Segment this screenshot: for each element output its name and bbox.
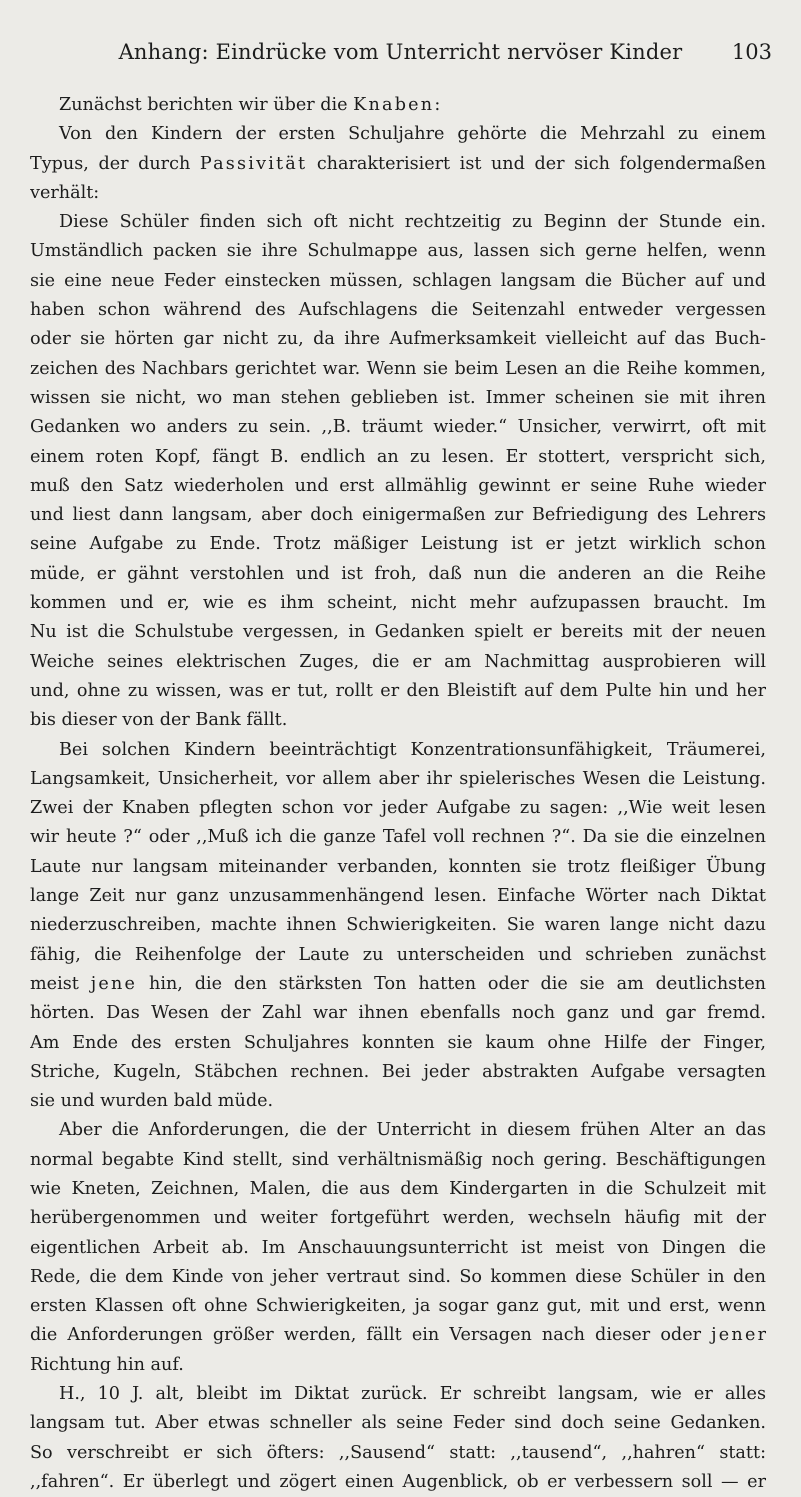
text-line: muß den Satz wiederholen und erst allmählig gewinnt er seine Ruhe wieder (30, 475, 766, 496)
text-line: wissen sie nicht, wo man stehen geblieben ist. Immer scheinen sie mit ihren (30, 387, 766, 408)
text-line: Striche, Kugeln, Stäbchen rechnen. Bei jeder abstrakten Aufgabe versagten (30, 1061, 766, 1082)
text-line: bis dieser von der Bank fällt. (30, 710, 288, 731)
emphasis-spaced: Passivität (199, 153, 308, 174)
text-line: seine Aufgabe zu Ende. Trotz mäßiger Leistung ist er jetzt wirklich schon (30, 534, 766, 555)
text-line: Von den Kindern der ersten Schuljahre gehörte die Mehrzahl zu einem (59, 124, 766, 145)
text-line: haben schon während des Aufschlagens die Seitenzahl entweder vergessen (30, 300, 766, 321)
text-line: sie und wurden bald müde. (30, 1091, 274, 1112)
text-line: Zunächst berichten wir über die Knaben: (59, 95, 443, 115)
text-line: Zwei der Knaben pflegten schon vor jeder Aufgabe zu sagen: ,,Wie weit lesen (30, 798, 766, 819)
emphasis-spaced: jene (90, 973, 138, 994)
text-line: herübergenommen und weiter fortgeführt werden, wechseln häufig mit der (30, 1208, 766, 1229)
text-line: verhält: (30, 182, 100, 203)
text-line: eigentlichen Arbeit ab. Im Anschauungsunterricht ist meist von Dingen die (30, 1237, 766, 1258)
text-line: Rede, die dem Kinde von jeher vertraut sind. So kommen diese Schüler in den (30, 1266, 766, 1287)
text-line: meist jene hin, die den stärksten Ton hatten oder die sie am deutlichsten (30, 973, 766, 994)
text-line: So verschreibt er sich öfters: ,,Sausend“ statt: ,,tausend“, ,,hahren“ statt: (30, 1442, 766, 1463)
text-line: Am Ende des ersten Schuljahres konnten sie kaum ohne Hilfe der Finger, (30, 1032, 766, 1053)
text-line: Aber die Anforderungen, die der Unterricht in diesem frühen Alter an das (59, 1120, 766, 1141)
text-line: Langsamkeit, Unsicherheit, vor allem aber ihr spielerisches Wesen die Leistung. (30, 768, 766, 789)
text-line: hörten. Das Wesen der Zahl war ihnen ebenfalls noch ganz und gar fremd. (30, 1003, 766, 1024)
emphasis-spaced: Knaben: (353, 95, 443, 115)
running-title: Anhang: Eindrücke vom Unterricht nervöser Kinder (118, 40, 683, 64)
text-line: Typus, der durch Passivität charakterisiert ist und der sich folgendermaßen (30, 153, 766, 174)
text-line: müde, er gähnt verstohlen und ist froh, daß nun die anderen an die Reihe (30, 563, 766, 584)
body-text (30, 91, 766, 1497)
text-line: kommen und er, wie es ihm scheint, nicht mehr aufzupassen braucht. Im (30, 593, 766, 614)
text-line: Richtung hin auf. (30, 1354, 184, 1375)
text-line: ersten Klassen oft ohne Schwierigkeiten, ja sogar ganz gut, mit und erst, wenn (30, 1296, 766, 1317)
text-line: und liest dann langsam, aber doch einigermaßen zur Befriedigung des Lehrers (30, 505, 766, 526)
text-line: die Anforderungen größer werden, fällt ein Versagen nach dieser oder jener (30, 1325, 766, 1346)
text-line: wir heute ?“ oder ,,Muß ich die ganze Tafel voll rechnen ?“. Da sie die einzelnen (30, 827, 766, 848)
text-line: einem roten Kopf, fängt B. endlich an zu lesen. Er stottert, verspricht sich, (30, 446, 766, 467)
text-line: Laute nur langsam miteinander verbanden, konnten sie trotz fleißiger Übung (30, 856, 766, 877)
emphasis-spaced: jene (711, 1325, 758, 1346)
text-line: ,,fahren“. Er überlegt und zögert einen Augenblick, ob er verbessern soll — er (30, 1471, 766, 1492)
running-head (0, 38, 801, 72)
text-line: Bei solchen Kindern beeinträchtigt Konzentrationsunfähigkeit, Träumerei, (59, 739, 766, 760)
text-line: sie eine neue Feder einstecken müssen, schlagen langsam die Bücher auf und (30, 270, 766, 291)
text-line: wie Kneten, Zeichnen, Malen, die aus dem Kindergarten in die Schulzeit mit (30, 1178, 766, 1199)
text-line: langsam tut. Aber etwas schneller als seine Feder sind doch seine Gedanken. (30, 1413, 766, 1434)
text-line: Nu ist die Schulstube vergessen, in Gedanken spielt er bereits mit der neuen (30, 622, 766, 643)
page-number: 103 (731, 40, 772, 64)
text-line: und, ohne zu wissen, was er tut, rollt er den Bleistift auf dem Pulte hin und her (30, 680, 766, 701)
text-line: Gedanken wo anders zu sein. ,,B. träumt wieder.“ Unsicher, verwirrt, oft mit (30, 417, 766, 438)
text-line: zeichen des Nachbars gerichtet war. Wenn sie beim Lesen an die Reihe kommen, (30, 358, 766, 379)
text-line: niederzuschreiben, machte ihnen Schwierigkeiten. Sie waren lange nicht dazu (30, 915, 766, 936)
text-line: Umständlich packen sie ihre Schulmappe aus, lassen sich gerne helfen, wenn (30, 241, 766, 262)
text-line: Weiche seines elektrischen Zuges, die er am Nachmittag ausprobieren will (30, 651, 766, 672)
text-line: lange Zeit nur ganz unzusammenhängend lesen. Einfache Wörter nach Diktat (30, 886, 766, 907)
text-line: oder sie hörten gar nicht zu, da ihre Aufmerksamkeit vielleicht auf das Buch- (30, 329, 766, 350)
text-line: H., 10 J. alt, bleibt im Diktat zurück. Er schreibt langsam, wie er alles (59, 1384, 766, 1405)
text-line: fähig, die Reihenfolge der Laute zu unterscheiden und schrieben zunächst (30, 944, 766, 965)
text-line: normal begabte Kind stellt, sind verhältnismäßig noch gering. Beschäftigungen (30, 1149, 766, 1170)
text-line: Diese Schüler finden sich oft nicht rechtzeitig zu Beginn der Stunde ein. (59, 212, 766, 233)
